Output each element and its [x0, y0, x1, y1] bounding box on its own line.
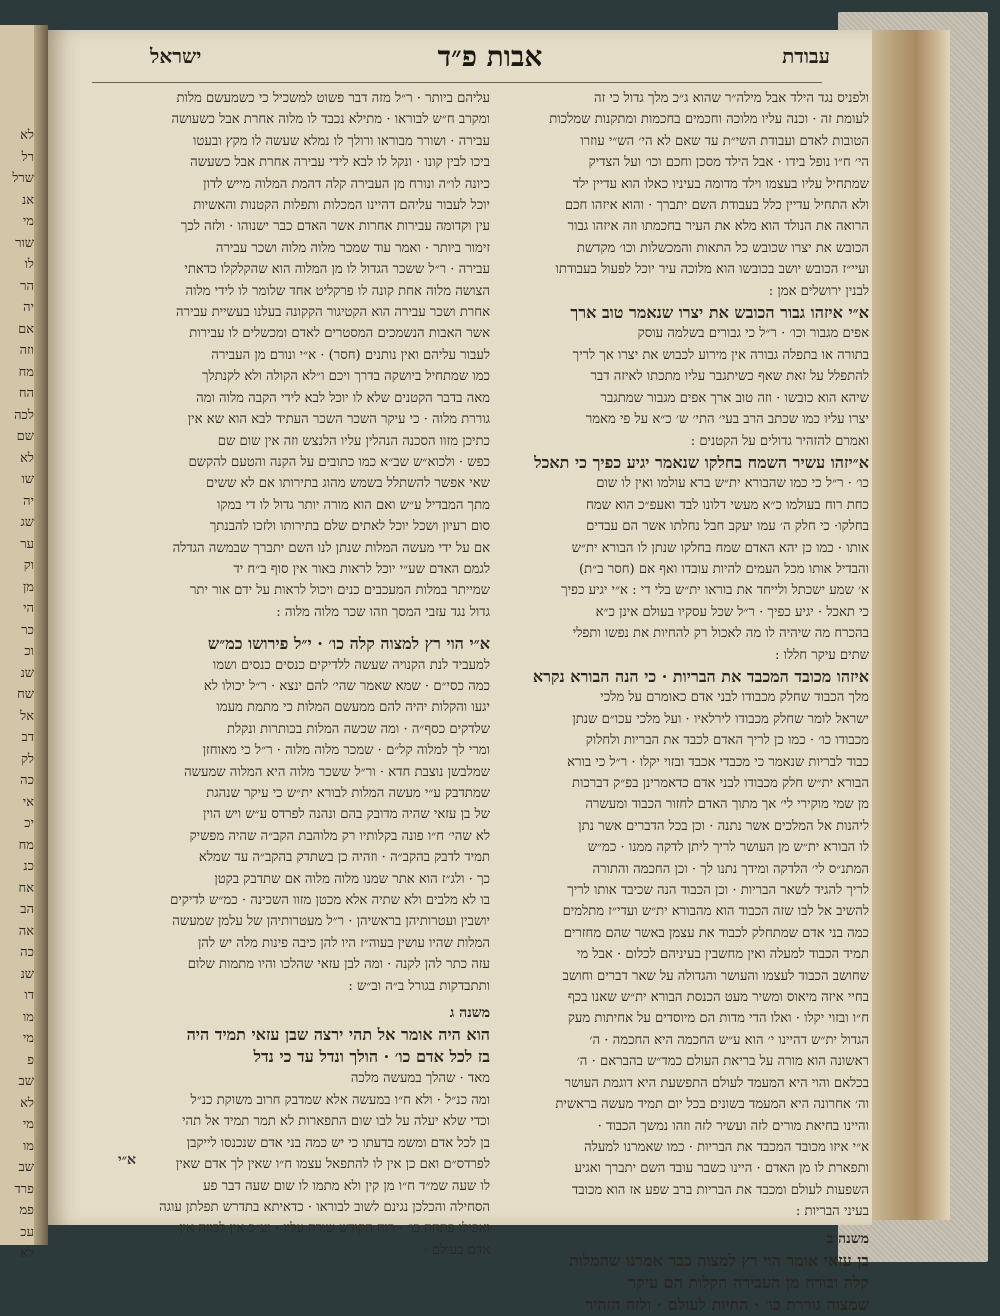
text-line: ועיי״ז הכובש יושב בכובשו הוא מלוכה עיר יוכל לפעול בעבודתו: [555, 262, 869, 278]
right-lead-2: א״יזהו עשיר השמח בחלקו שנאמר יגיע כפיך כי תאכל: [534, 452, 869, 472]
mishna-line: שמצוה גוררת כו׳ · החיות לעולם · ולזה הזהיר: [585, 1294, 869, 1314]
text-line: וה׳ אחרונה היא המעמד בשונים בכל יום תמיד מעשה בראשית: [555, 1097, 869, 1113]
text-line: בהכרח מה שיהיה לו מה לאכול רק להחיות את נפשו ותפלי: [572, 626, 869, 642]
text-line: ולפניס נגד הילד אבל מילה״ר שהוא ג״כ מלך גדול כי זה: [594, 91, 869, 106]
text-line: עזה כתר להן לקנה · ומה לבן עזאי שהלכו והיו מתמות שלום: [187, 957, 490, 973]
right-lead-1: א״י איזהו גבור הכובש את יצרו שנאמר טוב ארך: [570, 303, 869, 323]
facing-page-line: וכ: [24, 644, 34, 659]
text-line: והבדיל אותו מכל העמים להיות עובדו ואף אם (חסר ב״ת): [579, 561, 869, 577]
facing-page-line: יה: [23, 493, 34, 509]
text-line: א׳ שמע ישכתל ולייחד את בוראו ית״ש בלי די : א״י יגיע כפיך: [561, 583, 869, 599]
text-line: ולא התחיל עדיין כלל בעבודת השם יתברך · והוא איזהו חכם: [564, 198, 869, 214]
text-line: של בן עזאי שהיה מדובק בהם ונהנה לפרדס ע״ש ויש הוין: [202, 807, 490, 823]
text-line: בכלאם והוי היא המעמד לעולם התפשעת היא דוגמת העושר: [564, 1075, 869, 1091]
text-line: להתפלל על זאת שאף כשיתגבר עליו מתכתו לאיזה דבר: [590, 369, 869, 385]
text-line: ומה כנ״ל · ולא ח״ו במעשה אלא שמדבק חרוב משוקת כנ״ל: [190, 1092, 490, 1108]
text-line: לפרדס״ם ואם כן אין לו להתפאל עצמו ח״ו שאין לך אדם שאין: [175, 1157, 490, 1173]
text-line: בתורה או בתפלה גבורה אין מירוע לכבוש את יצרו אך לריך: [572, 347, 869, 363]
facing-page-line: לא: [20, 1095, 34, 1111]
text-line: יושבין ועטרותיהן בראשיהן · ר״ל מעטרותיהן של עלמן שמעשה: [172, 914, 490, 930]
text-line: מן שמי מוקירי לי׳ אך מתוך האדם לחזור הכבוד ומעשרה: [585, 797, 869, 813]
facing-page-line: אח: [18, 880, 34, 896]
facing-page-line: אנ: [21, 192, 34, 208]
text-line: לריך להגיד לשאר הבריות · וכן הכבוד הנה שכיבד אותו לריך: [567, 883, 869, 899]
left-paragraph-3: [110, 1068, 490, 1261]
facing-page-line: שרל: [12, 171, 34, 186]
mishna-line: בז לכל אדם כו׳ · הולך ונדל עד כי נדל: [253, 1047, 490, 1067]
text-line: הגדול ית״ש דהיינו י׳ הוא ע״ש החכמה היא החכמה · ה׳: [589, 1032, 869, 1048]
text-line: לגמם האדם שע״י יוכל לראות באור אין סוף ב״ח יד: [233, 561, 490, 577]
header-rule: [92, 82, 822, 83]
text-line: יוכל לעבור עליהם דהיינו המכלות ותפלות הקטנות והאשיות: [193, 198, 490, 214]
facing-page-line: כה: [20, 945, 34, 960]
text-line: בחיי איזה מיאוס ומשיר מעט הכנסת הבורא ית״ש שאנו בכף: [567, 990, 869, 1006]
left-paragraph-2: [110, 655, 490, 998]
facing-page-line: שנ: [20, 665, 34, 681]
text-line: הטובות לאדם ועבודת השי״ת עד שאם לא הי׳ הש״י עוזרו: [580, 133, 869, 149]
text-line: המתנ״ס לי׳ הלדקה ומידך נתנו לך · וכן החכמה והתורה: [592, 861, 869, 877]
text-line: לו הבורא ית״ש מן העושר לריך ליתן לדקה ממנו · כמ״ש: [587, 840, 869, 856]
facing-page-line: הר: [20, 278, 34, 294]
text-line: ואמרם להזהיר גדולים על הקטנים :: [690, 433, 869, 449]
facing-page-line: אם: [18, 321, 34, 337]
text-line: כיונה לו״ה ונורח מן העבירה קלה דהמת המלוה מייש לדון: [203, 176, 490, 192]
facing-page-line: שו: [21, 472, 34, 487]
facing-page-line: אי: [22, 794, 34, 810]
right-mishna-label: משנה ב: [826, 1230, 869, 1247]
left-mishna-label: משנה ג: [449, 1005, 490, 1022]
text-line: מכבודו כו׳ · כמו כן לריך האדם לכבד את הבריות ולחלוק: [585, 733, 869, 749]
text-line: ליהנות אל המלכים אשר נתנה · וכן בכל הדברים אשר נתן: [578, 818, 869, 834]
text-line: ותתבדקות בגורל ב״ה וב״ש :: [348, 978, 490, 994]
facing-page-line: פרד: [14, 1181, 34, 1197]
text-line: לעומת זה · וכנה עליו מלוכה וחכמים בחכמות ומתקנות שמלכות: [549, 112, 869, 128]
right-lead-3: איזהו מכובד המכבד את הבריות · כי הנה הבורא נקרא: [532, 666, 869, 686]
right-mishna-text: [504, 1250, 869, 1316]
text-line: וכדי שלא יעלה על לבו שום התפארות לא תמר תמיד אל תהי: [182, 1114, 490, 1130]
facing-page-text: [0, 125, 34, 1265]
facing-page-line: דו: [24, 988, 34, 1003]
facing-page-line: וזה: [19, 343, 34, 358]
text-line: ותפארת לו מן האדם · היינו כשבר עובד השם יתברך ואגיע: [574, 1161, 869, 1177]
text-line: אדם בעולם ·: [423, 1242, 490, 1258]
facing-page-line: כה: [20, 773, 34, 788]
facing-page-line: מי: [22, 1117, 34, 1132]
text-line: כמה בני אדם שמתחלק לכבוד את עצמן באשר שהם מחזרים: [563, 925, 869, 941]
catchword: א״י: [118, 1152, 136, 1168]
text-line: מלך הכבוד שחלק מכבודו לבני אדם כאומרם על מלכי: [600, 690, 869, 706]
left-mishna-text: [110, 1024, 490, 1068]
facing-page-line: דב: [21, 730, 34, 745]
text-line: יגעו והקלות יהיה להם ממעשם המלות כי מתמת מעמו: [216, 700, 490, 716]
text-line: עליהם ביותר · ר״ל מזה דבר פשוט למשכיל כי כשמעשם מלות: [176, 91, 490, 106]
text-line: כך · ולג״ז הוא אתר שמנו מלוה מלוה אם שתדבק בקטן: [214, 871, 490, 887]
text-line: שיהא הוא כובשו · וזה טוב ארך אפים מגבור שמתגבר: [600, 390, 869, 406]
text-line: עין וקדומה עבירות אחרות אשר האדם כבר ישנוהו · ולזה לכך: [180, 219, 490, 235]
text-line: להשיב אל לבו שזה הכבוד הוא מהבורא ית״ש ועדי״ז מתלמים: [562, 904, 869, 920]
text-line: ומקרב ח״ש לבוראו · מתילא נכבד לו מלוה אחרת אבל כשעושה: [171, 112, 490, 128]
text-line: כחת רוח בעולמו כ״א מעשי דלונו לבד ואעפ״כ הוא שמח: [585, 497, 869, 513]
mishna-line: בן עזאי אומר הוי רץ למצוה כבר אמרנו שהמלות: [568, 1250, 869, 1270]
facing-page-line: כר: [21, 622, 34, 638]
text-line: יצרו עליו כמו שכתב הרב בעי׳ התי׳ ש׳ כ״א על פי מאמר: [585, 412, 869, 428]
facing-page-line: שב: [18, 1160, 34, 1175]
text-line: כמה כסי״ם · שמא שאמר שהי׳ להם ינצא · ר״ל יכולו לא: [203, 678, 490, 694]
facing-page-line: יה: [23, 300, 34, 315]
right-paragraph-4: [504, 687, 869, 1222]
text-line: שחושב הכבוד לעצמו והעושר והגדולה על שאר דברים וחושב: [562, 968, 869, 984]
facing-page-line: לו: [24, 257, 34, 272]
text-line: עבירה · ר״ל ששכר הגדול לו מן המלוה הוא שהקלקלו כדאתי: [184, 262, 490, 278]
text-line: בן לכל אדם ומשמ בדעתו כי יש כמה בני אדם שנכנסו לייקבן: [186, 1135, 490, 1151]
text-line: הרואה את הנולד הוא מלא את העיר בחכמתו וזה איזהו גבור: [567, 219, 869, 235]
text-line: ואפילו פתחה כו׳ · רוח הקודש שורה עליו · וע״כ אין לבוזה אין: [179, 1221, 490, 1237]
text-line: גדול נגד עזבי המסך וזהו שכר מלוה מלוה :: [276, 604, 490, 620]
text-line: לבנין ירושלים אמן :: [768, 283, 869, 299]
text-line: שמתדבק ע״י מעשה המלות לבורא ית״ש כי עיקר שנהגת: [206, 786, 490, 801]
text-line: מאה בדבר הקטנים שלא לו יוכל לבא לידי הקבה מלוה ומה: [196, 390, 490, 406]
text-line: כו׳ · ר״ל כי כמו שהבורא ית״ש ברא עולמו ואין לו שום: [596, 476, 869, 492]
facing-page-line: יכ: [24, 816, 34, 831]
facing-page-line: ער: [20, 536, 34, 552]
text-line: הצושה מלוה אחת קונה לו פרקליט אחד שלומר לו לידי מלוה: [185, 283, 490, 299]
text-line: שמתחיל עליו בעצמו וילד מדומה בעיניו כאלו הוא עדיין ילד: [572, 176, 869, 192]
facing-page-line: שח: [17, 687, 34, 702]
text-line: לו שעה שמ״ד ח״ו מן קין ולא מתמו לו שום שעה דבר פע: [203, 1178, 490, 1194]
facing-page-line: מח: [18, 837, 34, 853]
facing-page-line: מו: [22, 1009, 34, 1025]
facing-page-line: עכ: [20, 1224, 34, 1240]
text-line: ישראל לומר שחלק מכבודו לירלאיו · ועל מלכי עכו״ם שנתן: [572, 711, 869, 727]
facing-page-line: לא: [20, 450, 34, 466]
header-left-word: ישראל: [150, 44, 202, 68]
text-line: בעיני הבריות :: [795, 1204, 869, 1220]
facing-page-line: שור: [15, 235, 34, 251]
running-header: [150, 40, 830, 80]
header-title: אבות פ״ד: [437, 40, 543, 73]
left-paragraph-1: [110, 88, 490, 623]
facing-page-line: מי: [22, 214, 34, 229]
text-line: לא שהי׳ ח״ו פונה בקלותיו רק מלוהבת הקב״ה שהיה מפשיק: [189, 828, 490, 844]
text-line: תמיד לדבק בהקב״ה · וזהיה כן בשתדק בהקב״ה עד שמלא: [198, 850, 490, 866]
facing-page-line: פמ: [19, 1203, 34, 1218]
text-line: כי תאכל · יגיע כפיך · ר״ל שכל עסקיו בעולם אינן כ״א: [595, 604, 869, 620]
text-line: תמיד הכבוד למעלה ואין מחשבין בעיניהם לכלום · אבל מי: [576, 947, 869, 963]
facing-page-line: שב: [18, 1074, 34, 1089]
text-line: אחרת ושכר עבירה הוא הקטיגור הקקונה בעלנו בעשיית עבירה: [176, 305, 490, 321]
text-line: הי׳ ח״ו נופל בידו · אבל הילד מסכן וחכם וכו׳ ועל הצדיק: [588, 155, 869, 171]
facing-page-line: אל: [20, 708, 34, 724]
text-line: אותו · כמו כן יהא האדם שמח בחלקו שנתן לו הבורא ית״ש: [571, 540, 869, 556]
text-line: והיינו בחיאת מורים לזה ועשיר לזה וזהו נמשך הכבוד ·: [597, 1118, 869, 1134]
facing-page-line: כנ: [23, 859, 34, 874]
facing-page-line: רל: [21, 149, 34, 165]
text-line: בו לא מלבים ולא שתיה אלא מכטן מזוו השכינה · כמ״ש לדיקים: [170, 893, 490, 909]
text-line: שתים עיקר חללו :: [774, 647, 869, 663]
facing-page-line: לא: [20, 1246, 34, 1261]
facing-page-line: מי: [22, 1031, 34, 1046]
facing-page-line: שג: [20, 515, 34, 530]
facing-page-line: שם: [16, 429, 34, 444]
text-line: לעבור עליהם ואין נותנים (חסר) · א״י ונורם מן העבירה: [211, 347, 490, 363]
text-line: כתיכן מזוו הסכנה הנהלין עליו הלנצש וזה אין שום שם: [217, 433, 490, 449]
right-text-column: [504, 88, 869, 1316]
text-line: ומרי לך למלוה קל״ם · שמכר מלוה מלוה · ר״ל כי מאוחזן: [202, 743, 490, 759]
text-line: כבוד לבריות שנאמר כי מכבדי אכבד ובזוי יקלו · ר״ל כי בורא: [567, 754, 869, 770]
text-line: כמו שמתחיל ביושקה בדרך ויכם ו״לא הקולה ולא לקנתלך: [201, 369, 490, 385]
text-line: אשר האבות הנשמכים המסטרים לאדם ומכשלים לו עבירות: [189, 326, 490, 342]
facing-page: [0, 25, 48, 1261]
text-line: אפים מגבור וכו׳ · ר״ל כי גבורים בשלמה עוסק: [637, 326, 869, 342]
text-line: הסחילה והכלכן נגינם לשוב לבוראו · כדאיתא בתדרש תפלתן עוגה: [159, 1199, 490, 1215]
text-line: שלדקים כסף״ה · ומה שכשה המלות בכותרות ונקלת: [226, 721, 490, 737]
text-line: עבירה · ושורר מבוראו ורולך לו נמלא שעשה לו מקץ ובעטו: [193, 133, 490, 149]
page-fore-edge: [866, 30, 950, 1220]
text-line: ביכו לבין קונו · ונקל לו לבא לידי עבירה אחרת אבל כשעשה: [190, 155, 490, 171]
mishna-line: הוא היה אומר אל תהי ירצה שבן עזאי תמיד היה: [186, 1025, 490, 1045]
header-right-word: עבודת: [782, 44, 830, 68]
text-line: השפעות לעולם ומכבד את הבריות ברב שפע אז הוא מכובד: [571, 1182, 869, 1198]
facing-page-line: פ: [27, 1052, 34, 1068]
right-paragraph-2: [504, 323, 869, 451]
facing-page-line: מו: [22, 1138, 34, 1154]
right-paragraph-1: [504, 88, 869, 302]
text-line: שמייתר במלות המעכבים כנים ויכול לראות על ידם אור יתר: [189, 583, 490, 599]
mishna-line: קלה ובורח מן העבירה הקלות הם עיקר: [628, 1272, 869, 1292]
facing-page-line: מח: [18, 364, 34, 380]
text-line: גוררת מלוה · כי עיקר השכר השכר העתיד לבא הוא שא אין: [187, 412, 490, 428]
binding-gutter: [34, 25, 48, 1245]
left-lead-1: א״י הוי רץ למצוה קלה כו׳ · י״ל פירושו כמ״ש: [207, 634, 490, 654]
text-line: המלות שהיו עושין בעוה״ז היו להן כיבה פינות מלה יש להן: [197, 935, 490, 951]
text-line: אם על ידי מעשה המלות שנתן לנו השם יתברך שבמשה הגדלה: [172, 540, 490, 556]
text-line: מאד · שהלך במעשה מלכה: [350, 1071, 490, 1087]
left-text-column: [110, 88, 490, 1261]
text-line: ח״ו ובזוי יקלו · ואלו הדי מדות הם מיוסדים על אחיתות מעק: [567, 1011, 869, 1027]
facing-page-line: מן: [22, 579, 34, 595]
text-line: זימור ביותר · ואמר עוד שמכר מלוה מלוה ושכר עבירה: [215, 240, 490, 256]
facing-page-line: אה: [18, 923, 34, 939]
text-line: א״י איזו מכובד המכבד את הבריות · כמו שאמרנו למעלה: [584, 1139, 869, 1155]
facing-page-line: לק: [20, 751, 34, 767]
text-line: ראשונה הוא מורה על בריאת העולם כמד״ש בהבראם · ה׳: [576, 1054, 869, 1070]
text-line: שמלבשן נוצבת חדא · ור״ל ששכר מלוה היא המלוה שמעשה: [184, 764, 490, 780]
facing-page-line: הי: [23, 601, 34, 616]
right-paragraph-3: [504, 473, 869, 666]
facing-page-line: שנ: [20, 966, 34, 982]
facing-page-line: לא: [20, 128, 34, 143]
facing-page-line: וק: [23, 558, 34, 573]
text-line: מתך המבדיל ע״ש ואם הוא מורה יותר גדול לו די במקו: [217, 497, 490, 513]
text-line: הכובש את יצרו שכובש כל התאות והמכשלות וכו׳ מקדשת: [576, 240, 869, 256]
text-line: כפש · ולכוא״ש שב״א כמו כתובים על הקנה והטעם להקשם: [188, 454, 490, 470]
facing-page-line: הח: [18, 386, 34, 401]
text-line: למעביד לנת הקנויה שעשה ללדיקים כנסים כנסים ושמו: [212, 657, 490, 673]
text-line: סום רעיון ושכל יוכל לאתים שלם בתירותו ולזכו להבנתך: [209, 519, 490, 535]
text-line: הבורא ית״ש חלק מכבודו לבני אדם כדאמרינן בפ״ק דברכות: [571, 776, 869, 791]
facing-page-line: הב: [20, 902, 34, 917]
text-line: שאי אפשר להשתלל בשמש מהוג בתירותו אם לא ששים: [205, 476, 490, 492]
text-line: בחלקו· כי חלק ה׳ עמו יעקב חבל נחלתו אשר הם עבדים: [586, 519, 869, 535]
facing-page-line: לכה: [14, 407, 34, 423]
